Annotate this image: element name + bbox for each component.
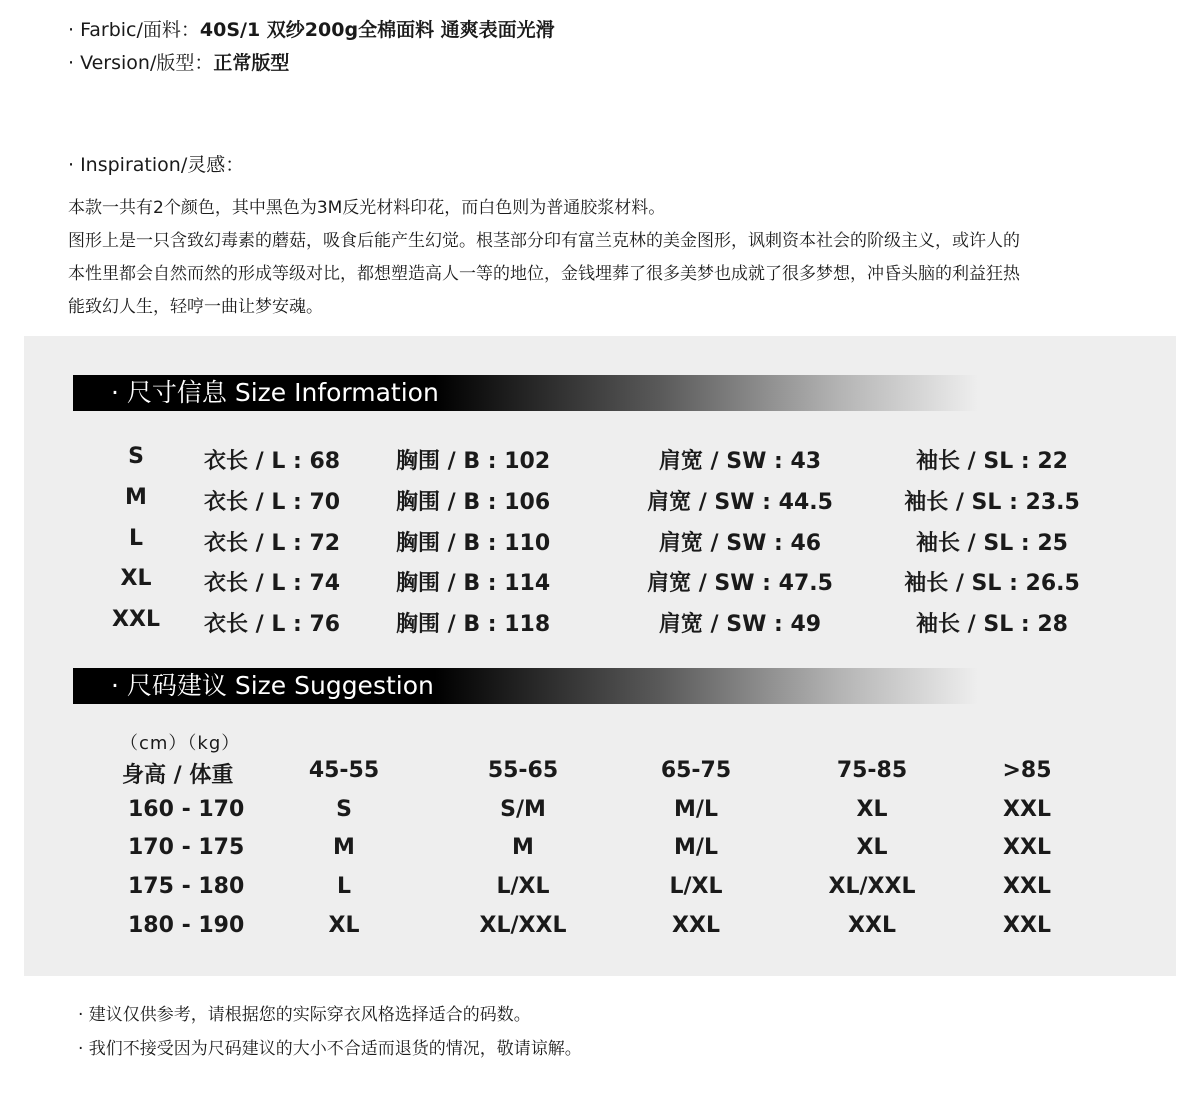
suggested-size-cell: XXL [1003, 913, 1051, 938]
size-info-length-cell: 衣长 / L : 76 [204, 612, 341, 637]
size-info-length-cell: 衣长 / L : 72 [204, 531, 341, 556]
size-info-header [73, 375, 978, 411]
fabric-line [68, 17, 555, 43]
suggested-size-cell: L/XL [669, 874, 723, 899]
suggested-size-cell: S/M [500, 797, 546, 822]
inspiration-paragraph [68, 192, 1128, 324]
inspiration-line: 本性里都会自然而然的形成等级对比，都想塑造高人一等的地位，金钱埋葬了很多美梦也成就了很多梦想，冲昏头脑的利益狂热 [68, 264, 1020, 284]
inspiration-heading: · Inspiration/灵感： [68, 154, 245, 176]
height-range-label: 160 - 170 [128, 797, 245, 822]
suggested-size-cell: S [336, 797, 352, 822]
size-info-size-cell: M [125, 485, 147, 510]
size-suggestion-title: · 尺码建议 Size Suggestion [111, 671, 434, 700]
fabric-label: · Farbic/面料： [68, 19, 200, 41]
suggested-size-cell: XXL [848, 913, 896, 938]
size-info-length-cell: 衣长 / L : 70 [204, 490, 341, 515]
version-value: 正常版型 [213, 52, 290, 74]
suggested-size-cell: XL/XXL [479, 913, 567, 938]
size-info-bust-cell: 胸围 / B : 106 [396, 490, 551, 515]
fabric-value: 40S/1 双纱200g全棉面料 通爽表面光滑 [199, 19, 555, 41]
size-info-sleeve-cell: 袖长 / SL : 22 [916, 449, 1068, 474]
suggested-size-cell: XXL [1003, 874, 1051, 899]
inspiration-line: 图形上是一只含致幻毒素的蘑菇，吸食后能产生幻觉。根茎部分印有富兰克林的美金图形，讽刺资本社会的阶级主义，或许人的 [68, 231, 1020, 251]
weight-range-header: 75-85 [836, 758, 908, 783]
size-info-sleeve-cell: 袖长 / SL : 25 [916, 531, 1068, 556]
size-info-size-cell: XXL [112, 607, 160, 632]
suggested-size-cell: XXL [1003, 797, 1051, 822]
suggested-size-cell: XXL [1003, 835, 1051, 860]
suggested-size-cell: L [336, 874, 352, 899]
size-info-bust-cell: 胸围 / B : 114 [396, 571, 551, 596]
size-info-length-cell: 衣长 / L : 74 [204, 571, 341, 596]
suggested-size-cell: M/L [674, 797, 718, 822]
size-info-shoulder-cell: 肩宽 / SW : 43 [658, 449, 822, 474]
height-range-label: 175 - 180 [128, 874, 245, 899]
size-panel [24, 336, 1176, 976]
suggested-size-cell: XL [856, 835, 888, 860]
weight-range-header: 55-65 [487, 758, 559, 783]
size-info-sleeve-cell: 袖长 / SL : 23.5 [904, 490, 1080, 515]
size-info-shoulder-cell: 肩宽 / SW : 47.5 [647, 571, 833, 596]
weight-range-header: 65-75 [660, 758, 732, 783]
units-label: （cm）（kg） [120, 733, 241, 754]
suggested-size-cell: M [333, 835, 355, 860]
weight-range-header: 45-55 [308, 758, 380, 783]
size-info-title: · 尺寸信息 Size Information [111, 378, 439, 407]
size-suggestion-header [73, 668, 978, 704]
height-range-label: 170 - 175 [128, 835, 245, 860]
size-info-shoulder-cell: 肩宽 / SW : 46 [658, 531, 822, 556]
suggested-size-cell: M/L [674, 835, 718, 860]
inspiration-line: 本款一共有2个颜色，其中黑色为3M反光材料印花，而白色则为普通胶浆材料。 [68, 198, 666, 218]
suggested-size-cell: XL/XXL [828, 874, 916, 899]
size-info-size-cell: S [128, 444, 144, 469]
suggested-size-cell: L/XL [496, 874, 550, 899]
version-line [68, 50, 289, 76]
size-info-size-cell: XL [120, 566, 152, 591]
weight-range-header: >85 [1002, 758, 1052, 783]
version-label: · Version/版型： [68, 52, 214, 74]
size-info-bust-cell: 胸围 / B : 102 [396, 449, 551, 474]
suggestion-corner-label: 身高 / 体重 [122, 763, 234, 788]
size-info-sleeve-cell: 袖长 / SL : 28 [916, 612, 1068, 637]
size-info-length-cell: 衣长 / L : 68 [204, 449, 341, 474]
suggested-size-cell: M [512, 835, 534, 860]
size-info-bust-cell: 胸围 / B : 118 [396, 612, 551, 637]
note-line: · 建议仅供参考，请根据您的实际穿衣风格选择适合的码数。 [78, 1005, 531, 1025]
size-info-sleeve-cell: 袖长 / SL : 26.5 [904, 571, 1080, 596]
size-info-size-cell: L [128, 526, 144, 551]
suggested-size-cell: XXL [672, 913, 720, 938]
size-info-bust-cell: 胸围 / B : 110 [396, 531, 551, 556]
note-line: · 我们不接受因为尺码建议的大小不合适而退货的情况，敬请谅解。 [78, 1039, 582, 1059]
height-range-label: 180 - 190 [128, 913, 245, 938]
suggested-size-cell: XL [328, 913, 360, 938]
size-info-shoulder-cell: 肩宽 / SW : 44.5 [647, 490, 833, 515]
suggested-size-cell: XL [856, 797, 888, 822]
size-info-shoulder-cell: 肩宽 / SW : 49 [658, 612, 822, 637]
inspiration-line: 能致幻人生，轻哼一曲让梦安魂。 [68, 297, 323, 317]
